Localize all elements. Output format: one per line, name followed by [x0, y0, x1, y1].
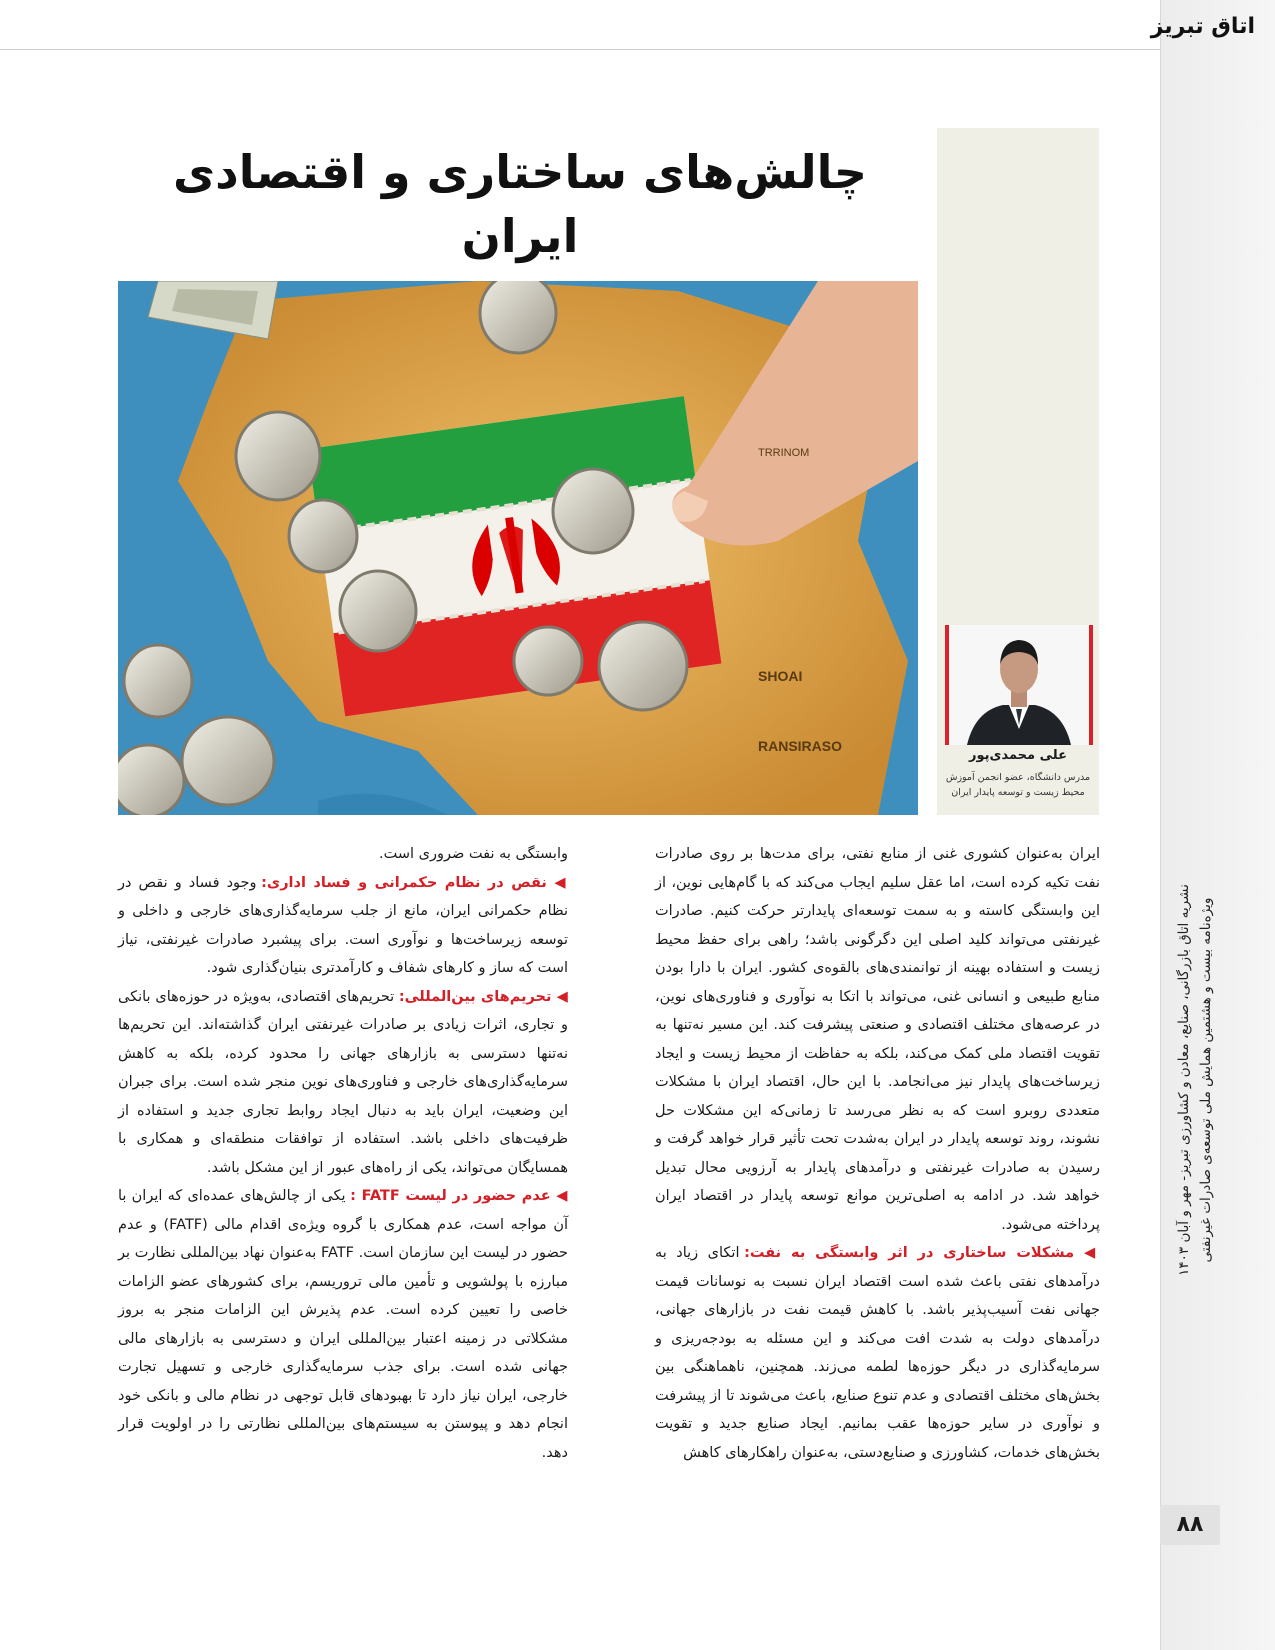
- publication-brand: اتاق تبریز: [1150, 14, 1255, 39]
- coin: [553, 469, 633, 553]
- section-paragraph: [118, 983, 568, 1183]
- section-text: تحریم‌های اقتصادی، به‌ویژه در حوزه‌های بانکی و تجاری، اثرات زیادی بر صادرات غیرنفتی ایران گذاشته‌اند. این تحریم‌ها نه‌تنها دسترسی به بازارهای جهانی را محدود کرده، بلکه به کاهش سرمایه‌گذاری‌های خارجی و فناوری‌های نوین منجر شده است. برای جبران این وضعیت، ایران باید به دنبال ایجاد روابط تجاری جدید و استفاده از ظرفیت‌های داخلی باشد. استفاده از توافقات منطقه‌ای و همکاری با همسایگان می‌تواند، یکی از راه‌های عبور از این مشکل باشد.: [118, 988, 568, 1176]
- coin: [340, 571, 416, 651]
- section-text: اتکای زیاد به درآمدهای نفتی باعث شده است اقتصاد ایران نسبت به نوسانات قیمت جهانی نفت آسیب‌پذیر باشد. با کاهش قیمت نفت در بازارهای جهانی، درآمدهای دولت به شدت افت می‌کند و این مسئله به بودجه‌ریزی و سرمایه‌گذاری در دیگر حوزه‌ها لطمه می‌زند. همچنین، ناهماهنگی بین بخش‌های مختلف اقتصادی و عدم تنوع صنایع، باعث می‌شوند تا از پیشرفت و نوآوری در سایر حوزه‌ها عقب بمانیم. ایجاد صنایع جدید و تقویت بخش‌های خدمات، کشاورزی و صنایع‌دستی، به‌عنوان راهکارهای کاهش: [655, 1245, 1100, 1461]
- section-paragraph: [118, 869, 568, 983]
- article-title-line1: چالش‌های ساختاری و اقتصادی ایران: [172, 145, 868, 263]
- author-name: علی محمدی‌پور: [969, 748, 1067, 763]
- photo-accent-right: [1089, 625, 1093, 745]
- vertical-caption-line2: ویژه‌نامه بیست و هشتمین همایش ملی توسعه‌ی صادرات غیرنفتی: [1198, 897, 1214, 1263]
- intro-paragraph: ایران به‌عنوان کشوری غنی از منابع نفتی، برای مدت‌ها بر روی صادرات نفت تکیه کرده است، اما عقل سلیم ایجاب می‌کند که با گام‌هایی نوین، از این وابستگی کاسته و به سمت توسعه‌ای پایدارتر حرکت کنیم. صادرات غیرنفتی می‌تواند کلید اصلی این دگرگونی باشد؛ راهی برای حفظ محیط زیست و استفاده بهینه از توانمندی‌های بالقوه‌ی کشور. ایران با دارا بودن منابع طبیعی و انسانی غنی، می‌تواند با اتکا به نوآوری و فناوری‌های نوین، در عرصه‌های مختلف اقتصادی و صنعتی پیشرفت کند. این مسیر نه‌تنها به تقویت اقتصاد ملی کمک می‌کند، بلکه به حفاظت از محیط زیست و ایجاد زیرساخت‌های پایدار نیز می‌انجامد. با این حال، اقتصاد ایران با مشکلات متعددی روبرو است که به نظر می‌رسد تا زمانی‌که این مشکلات حل نشوند، روند توسعه پایدار در ایران به‌شدت تحت تأثیر قرار خواهد گرفت و رسیدن به صادرات غیرنفتی و درآمدهای پایدار به آرزویی محال تبدیل خواهد شد. در ادامه به اصلی‌ترین موانع توسعه پایدار در اقتصاد ایران پرداخته می‌شود.: [655, 846, 1100, 1233]
- section-heading: ◀ مشکلات ساختاری در اثر وابستگی به نفت:: [744, 1245, 1100, 1261]
- body-column-right: [655, 840, 1100, 1467]
- author-bio: مدرس دانشگاه، عضو انجمن آموزش محیط زیست و توسعه پایدار ایران: [945, 772, 1091, 798]
- section-heading: ◀ عدم حضور در لیست FATF :: [350, 1188, 568, 1204]
- section-paragraph: [655, 1239, 1100, 1467]
- map-label: RANSIRASO: [758, 738, 843, 754]
- hero-image: [118, 281, 918, 815]
- header-rule: [0, 49, 1160, 50]
- author-portrait-icon: [945, 625, 1093, 745]
- coin: [118, 745, 184, 815]
- coin: [480, 281, 556, 353]
- section-text: یکی از چالش‌های عمده‌ای که ایران با آن مواجه است، عدم همکاری با گروه ویژه‌ی اقدام مالی (FATF) و عدم حضور در لیست این سازمان است. FATF به‌عنوان نهاد بین‌المللی نظارت بر مبارزه با پولشویی و تأمین مالی تروریسم، برای کشورهای عضو الزامات خاصی را تعیین کرده است. عدم پذیرش این الزامات منجر به بروز مشکلاتی در زمینه اعتبار بین‌المللی ایران و دسترسی به بازارهای مالی جهانی شده است. برای جذب سرمایه‌گذاری خارجی و تسهیل تجارت خارجی، ایران نیاز دارد تا بهبودهای قابل توجهی در نظام مالی و بانکی خود انجام دهد و پیوستن به سیستم‌های بین‌المللی نظارتی را در اولویت قرار دهد.: [118, 1188, 568, 1461]
- vertical-caption: [1165, 640, 1225, 1520]
- coin: [289, 500, 357, 572]
- photo-accent-left: [945, 625, 949, 745]
- vertical-caption-line1: نشریه اتاق بازرگانی، صنایع، معادن و کشاورزی تبریز- مهر و آبان ۱۴۰۳: [1176, 884, 1192, 1276]
- section-paragraph: [118, 1182, 568, 1467]
- continued-paragraph: وابستگی به نفت ضروری است.: [378, 846, 568, 862]
- section-heading: ◀ نقص در نظام حکمرانی و فساد اداری:: [261, 874, 568, 891]
- map-label: SHOAI: [758, 668, 803, 684]
- coin: [236, 412, 320, 500]
- body-column-left: [118, 840, 568, 1467]
- section-heading: ◀ تحریم‌های بین‌المللی:: [398, 988, 568, 1005]
- coin: [182, 717, 274, 805]
- section-text: وجود فساد و نقص در نظام حکمرانی ایران، مانع از جلب سرمایه‌گذاری‌های خارجی و داخلی و توسعه زیرساخت‌ها و نوآوری است. برای پیشبرد صادرات غیرنفتی، نیاز است که ساز و کارهای شفاف و کارآمدتری بنیان‌گذاری شود.: [118, 874, 568, 976]
- coin: [514, 627, 582, 695]
- coin: [599, 622, 687, 710]
- page-number: ۸۸: [1160, 1505, 1220, 1545]
- map-label: TRRINOM: [758, 447, 810, 459]
- coin: [124, 645, 192, 717]
- hero-illustration: [118, 281, 918, 815]
- author-photo: [945, 625, 1093, 745]
